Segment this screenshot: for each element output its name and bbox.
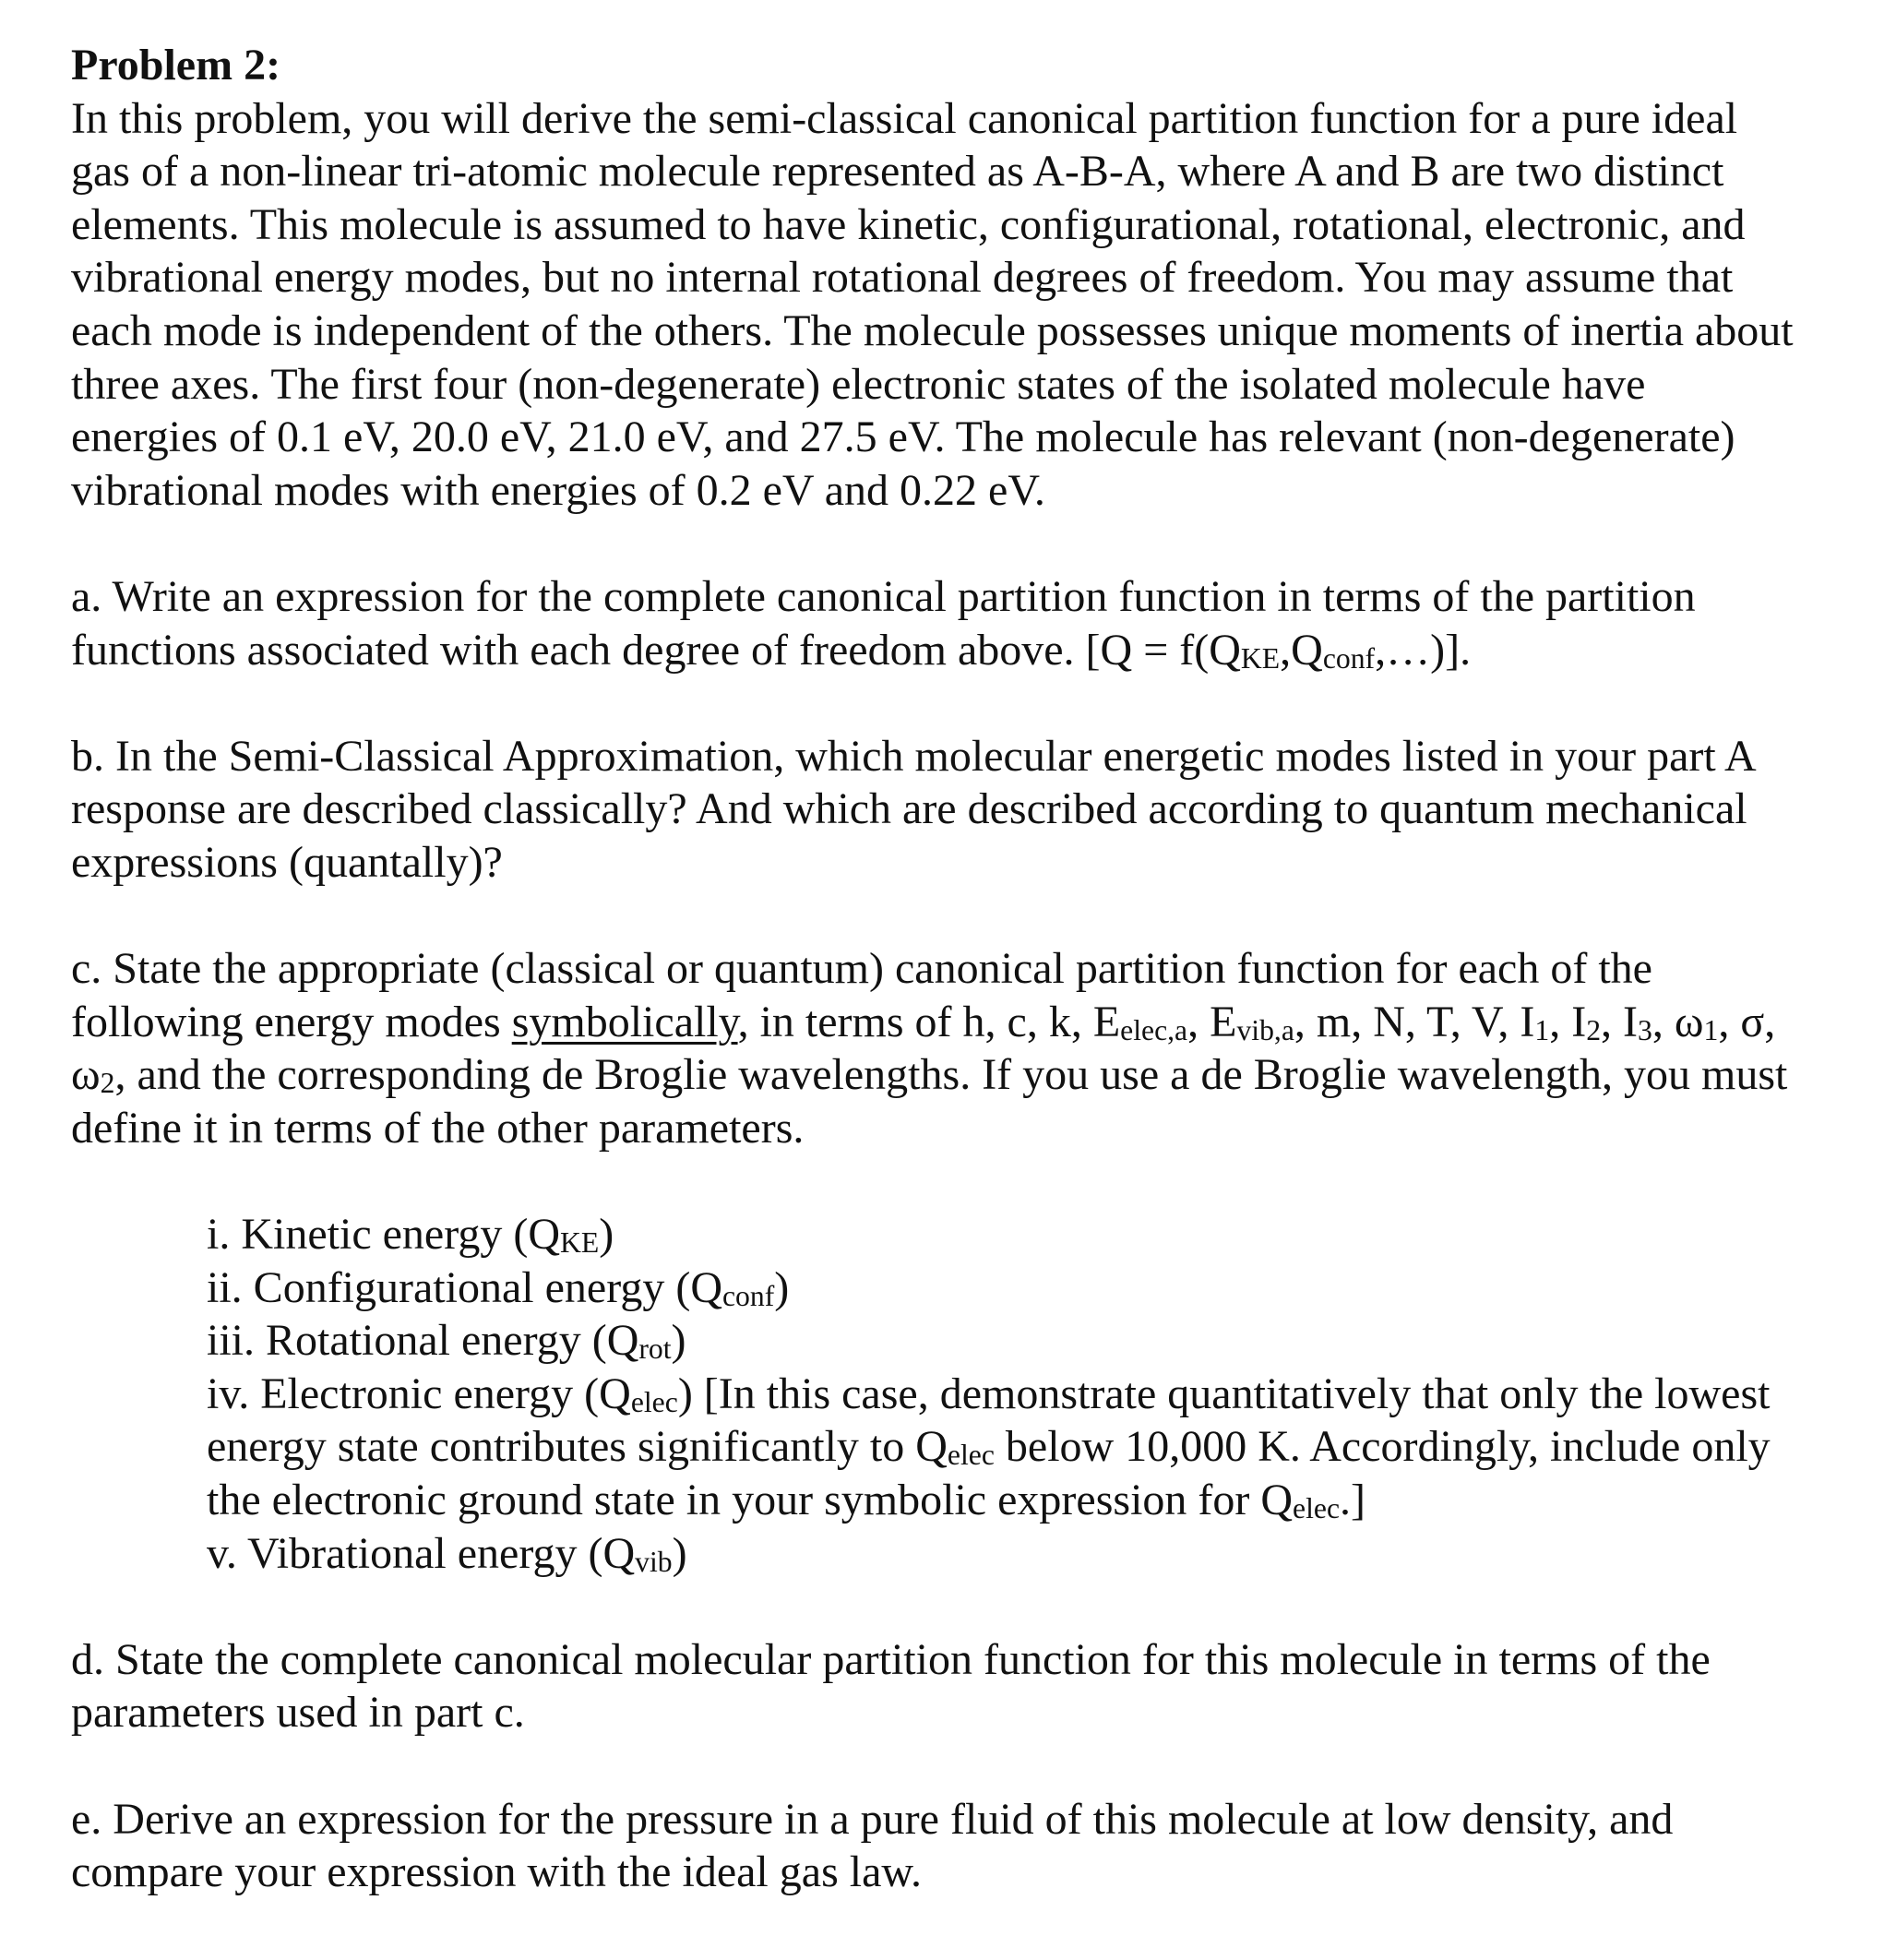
text-segment: vibrational energy modes, but no internal rotational degrees of freedom. You may assume that xyxy=(71,253,1734,303)
text-segment: b. In the Semi-Classical Approximation, which molecular energetic modes listed in your part A xyxy=(71,731,1757,781)
text-segment: In this problem, you will derive the semi-classical canonical partition function for a pure ideal xyxy=(71,93,1738,143)
text-segment: , I xyxy=(1549,997,1587,1046)
text-segment: ) xyxy=(599,1210,614,1260)
intro xyxy=(71,92,1794,518)
text-segment: compare your expression with the ideal gas law. xyxy=(71,1847,922,1897)
text-line xyxy=(71,92,1794,146)
text-segment: ,…)]. xyxy=(1375,625,1472,675)
text-line xyxy=(71,1633,1794,1687)
text-segment: ) xyxy=(671,1316,686,1366)
part-a xyxy=(71,570,1794,676)
paragraph-spacer xyxy=(71,1739,1794,1793)
text-line xyxy=(71,1793,1794,1846)
text-segment: , I xyxy=(1601,997,1639,1046)
text-segment: .] xyxy=(1340,1476,1365,1525)
subscript: conf xyxy=(1322,641,1376,675)
text-segment: , and the corresponding de Broglie wavelengths. If you use a de Broglie wavelength, you must xyxy=(114,1050,1788,1100)
text-segment: expressions (quantally)? xyxy=(71,837,503,887)
part-d xyxy=(71,1633,1794,1739)
underlined-text: symbolically xyxy=(511,997,738,1046)
text-segment: ) [In this case, demonstrate quantitatively that only the lowest xyxy=(677,1368,1771,1418)
text-line xyxy=(71,198,1794,252)
text-line xyxy=(71,305,1794,358)
text-segment: , ω xyxy=(1652,997,1704,1046)
part-e xyxy=(71,1793,1794,1899)
text-segment: iv. Electronic energy (Q xyxy=(207,1368,631,1418)
text-segment: i. Kinetic energy (Q xyxy=(207,1210,560,1260)
text-segment: below 10,000 K. Accordingly, include only xyxy=(994,1422,1771,1472)
subscript: KE xyxy=(1240,641,1281,675)
paragraph-spacer xyxy=(71,676,1794,730)
text-segment: vibrational modes with energies of 0.2 eV and 0.22 eV. xyxy=(71,465,1045,515)
text-line xyxy=(71,251,1794,305)
subscript: elec xyxy=(630,1385,678,1418)
subscript: conf xyxy=(721,1279,775,1312)
text-segment: , E xyxy=(1187,997,1237,1046)
subscript: 2 xyxy=(1586,1013,1602,1046)
text-segment: following energy modes xyxy=(71,997,512,1046)
text-segment: define it in terms of the other parameters. xyxy=(71,1103,805,1153)
text-segment: each mode is independent of the others. The molecule possesses unique moments of inertia about xyxy=(71,305,1794,355)
text-line xyxy=(71,1048,1794,1102)
text-line xyxy=(71,411,1794,464)
text-line xyxy=(71,1686,1794,1739)
text-segment: , m, N, T, V, I xyxy=(1294,997,1535,1046)
text-segment: functions associated with each degree of freedom above. [Q = f(Q xyxy=(71,625,1241,675)
subscript: vib xyxy=(635,1545,673,1578)
text-segment: a. Write an expression for the complete canonical partition function in terms of the partition xyxy=(71,571,1696,621)
paragraph-spacer xyxy=(71,1580,1794,1633)
text-segment: iii. Rotational energy (Q xyxy=(207,1316,639,1366)
subscript: 1 xyxy=(1534,1013,1550,1046)
text-line xyxy=(207,1527,1794,1581)
part-c-items xyxy=(207,1208,1794,1580)
text-line xyxy=(71,1846,1794,1899)
text-segment: parameters used in part c. xyxy=(71,1688,525,1738)
text-segment: , σ, xyxy=(1718,997,1776,1046)
subscript: 3 xyxy=(1638,1013,1652,1046)
text-segment: v. Vibrational energy (Q xyxy=(207,1528,636,1578)
part-b xyxy=(71,730,1794,890)
text-segment: ,Q xyxy=(1280,625,1323,675)
text-segment: ) xyxy=(774,1262,790,1312)
text-line xyxy=(207,1261,1794,1315)
subscript: 2 xyxy=(100,1067,115,1100)
text-segment: elements. This molecule is assumed to have kinetic, configurational, rotational, electronic, and xyxy=(71,199,1746,249)
paragraph-spacer xyxy=(71,517,1794,570)
text-segment: ) xyxy=(672,1528,687,1578)
text-line xyxy=(71,996,1794,1049)
subscript: rot xyxy=(638,1333,672,1366)
part-c xyxy=(71,942,1794,1154)
text-segment: the electronic ground state in your symbolic expression for Q xyxy=(207,1476,1294,1525)
text-line xyxy=(71,358,1794,412)
text-line xyxy=(207,1208,1794,1261)
text-line xyxy=(71,942,1794,996)
text-line xyxy=(71,730,1794,783)
text-segment: three axes. The first four (non-degenerate) electronic states of the isolated molecule have xyxy=(71,359,1646,409)
text-segment: d. State the complete canonical molecular partition function for this molecule in terms of the xyxy=(71,1634,1711,1684)
text-line xyxy=(71,570,1794,624)
paragraph-spacer xyxy=(71,890,1794,943)
text-line xyxy=(207,1368,1794,1421)
text-line xyxy=(71,464,1794,518)
text-line xyxy=(71,783,1794,836)
problem-document xyxy=(71,39,1794,1899)
problem-title: Problem 2: xyxy=(71,41,281,90)
text-segment: response are described classically? And which are described according to quantum mechanical xyxy=(71,784,1747,834)
text-line xyxy=(71,1102,1794,1155)
subscript: elec,a xyxy=(1120,1013,1188,1046)
text-segment: e. Derive an expression for the pressure in a pure fluid of this molecule at low density, and xyxy=(71,1794,1674,1844)
text-segment: energy state contributes significantly to Q xyxy=(207,1422,948,1472)
text-line xyxy=(71,836,1794,890)
text-line xyxy=(71,624,1794,677)
subscript: vib,a xyxy=(1236,1013,1294,1046)
text-segment: gas of a non-linear tri-atomic molecule represented as A-B-A, where A and B are two distinct xyxy=(71,147,1724,197)
subscript: elec xyxy=(1293,1491,1341,1524)
text-segment: ii. Configurational energy (Q xyxy=(207,1262,722,1312)
text-segment: energies of 0.1 eV, 20.0 eV, 21.0 eV, and 27.5 eV. The molecule has relevant (non-degenerate) xyxy=(71,412,1735,462)
subscript: KE xyxy=(560,1225,600,1259)
subscript: 1 xyxy=(1703,1013,1719,1046)
subscript: elec xyxy=(947,1439,995,1472)
text-segment: , in terms of h, c, k, E xyxy=(737,997,1121,1046)
paragraph-spacer xyxy=(71,1154,1794,1208)
text-line xyxy=(207,1420,1794,1474)
text-segment: ω xyxy=(71,1050,101,1100)
text-line xyxy=(71,145,1794,198)
text-line xyxy=(207,1314,1794,1368)
text-line xyxy=(207,1474,1794,1527)
text-segment: c. State the appropriate (classical or quantum) canonical partition function for each of the xyxy=(71,944,1652,994)
